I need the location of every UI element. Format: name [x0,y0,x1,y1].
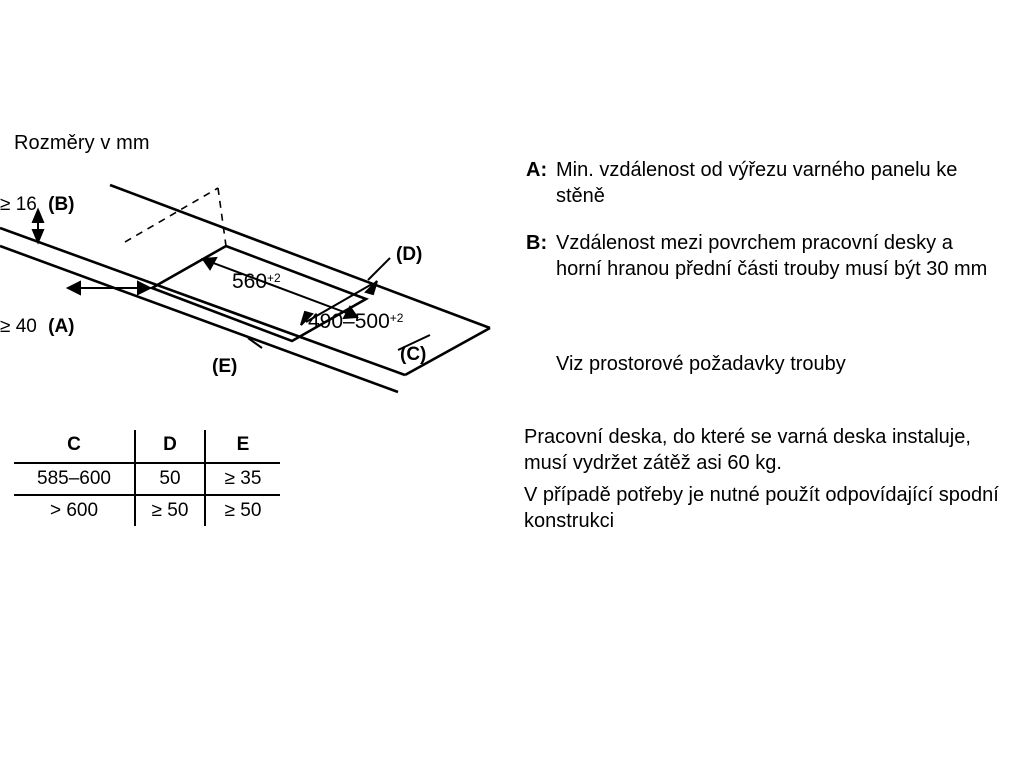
legend-text-a: Min. vzdálenost od výřezu varného panelu ke stěně [556,159,958,207]
bottom-note-paragraph-1: Pracovní deska, do které se varná deska instaluje, musí vydržet zátěž asi 60 kg. [524,426,971,474]
label-cutout-width: $560^{+2}$ [232,270,281,293]
page-title: Rozměry v mm [14,132,150,154]
dimension-a-arrow [68,282,152,294]
legend-item-b [526,231,996,282]
table-header-c: C [14,430,135,463]
bottom-note [524,424,1004,534]
label-e-tag: (E) [212,356,238,377]
table-cell: ≥ 50 [135,495,205,526]
legend-text-b: Vzdálenost mezi povrchem pracovní desky a horní hranou přední části trouby musí být 30 mm [556,232,988,280]
table-cell: > 600 [14,495,135,526]
label-c-tag: (C) [400,344,427,365]
label-a-dimension: ≥ 40 (A) [0,316,75,337]
table-header-row [14,430,280,463]
table-cell: ≥ 50 [224,500,262,521]
legend-key-a: A: [526,159,548,181]
label-b-dimension: ≥ 16 (B) [0,194,75,215]
installation-drawing [0,160,500,420]
table-header-e: E [236,434,250,455]
leader-d [368,258,390,280]
table-row [14,495,280,526]
legend-key-b: B: [526,232,548,255]
legend-list [526,158,996,304]
table-cell: 50 [135,463,205,495]
legend-note: Viz prostorové požadavky trouby [556,353,846,375]
table-cell: 585–600 [14,463,135,495]
dimension-table [14,430,280,526]
table-header-d: D [135,430,205,463]
table-row [14,463,280,495]
label-cutout-depth: $490-500^{+2}$ [308,310,404,333]
label-d-tag: (D) [396,244,423,265]
bottom-note-paragraph-2: V případě potřeby je nutné použít odpovídající spodní konstrukci [524,484,999,532]
legend-item-a [526,158,996,209]
table-cell: ≥ 35 [224,468,262,489]
